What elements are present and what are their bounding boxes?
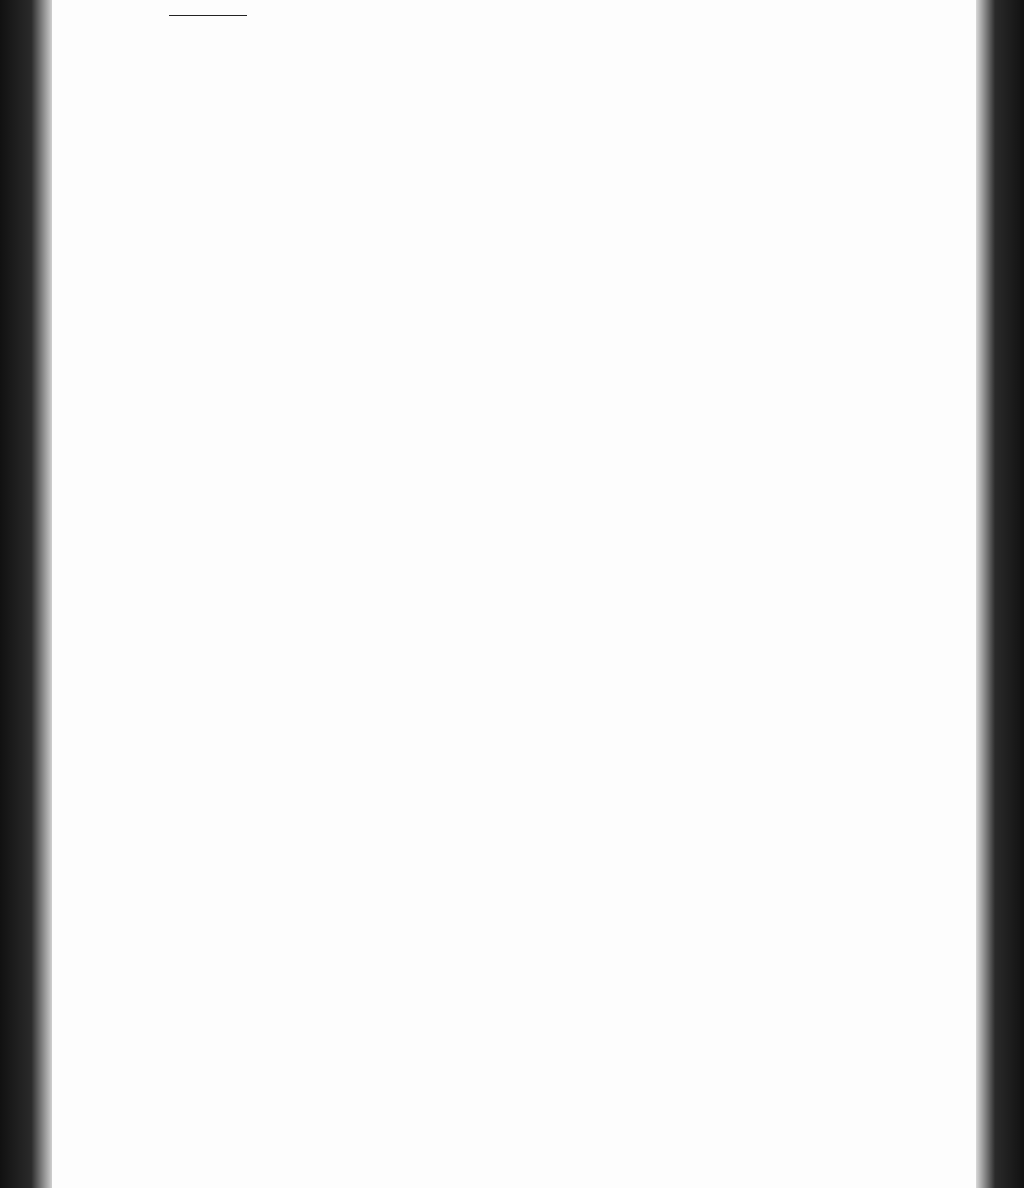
section-3-heading bbox=[140, 313, 920, 337]
section-2-heading bbox=[140, 226, 920, 250]
question-15 bbox=[165, 0, 955, 24]
section-1-heading bbox=[140, 86, 920, 134]
s2-row-1 bbox=[165, 254, 965, 278]
right-background bbox=[976, 0, 1024, 1188]
worksheet-page bbox=[52, 0, 976, 1188]
left-background bbox=[0, 0, 52, 1188]
answer-blank[interactable] bbox=[169, 1, 247, 16]
s2-row-2 bbox=[165, 283, 965, 307]
